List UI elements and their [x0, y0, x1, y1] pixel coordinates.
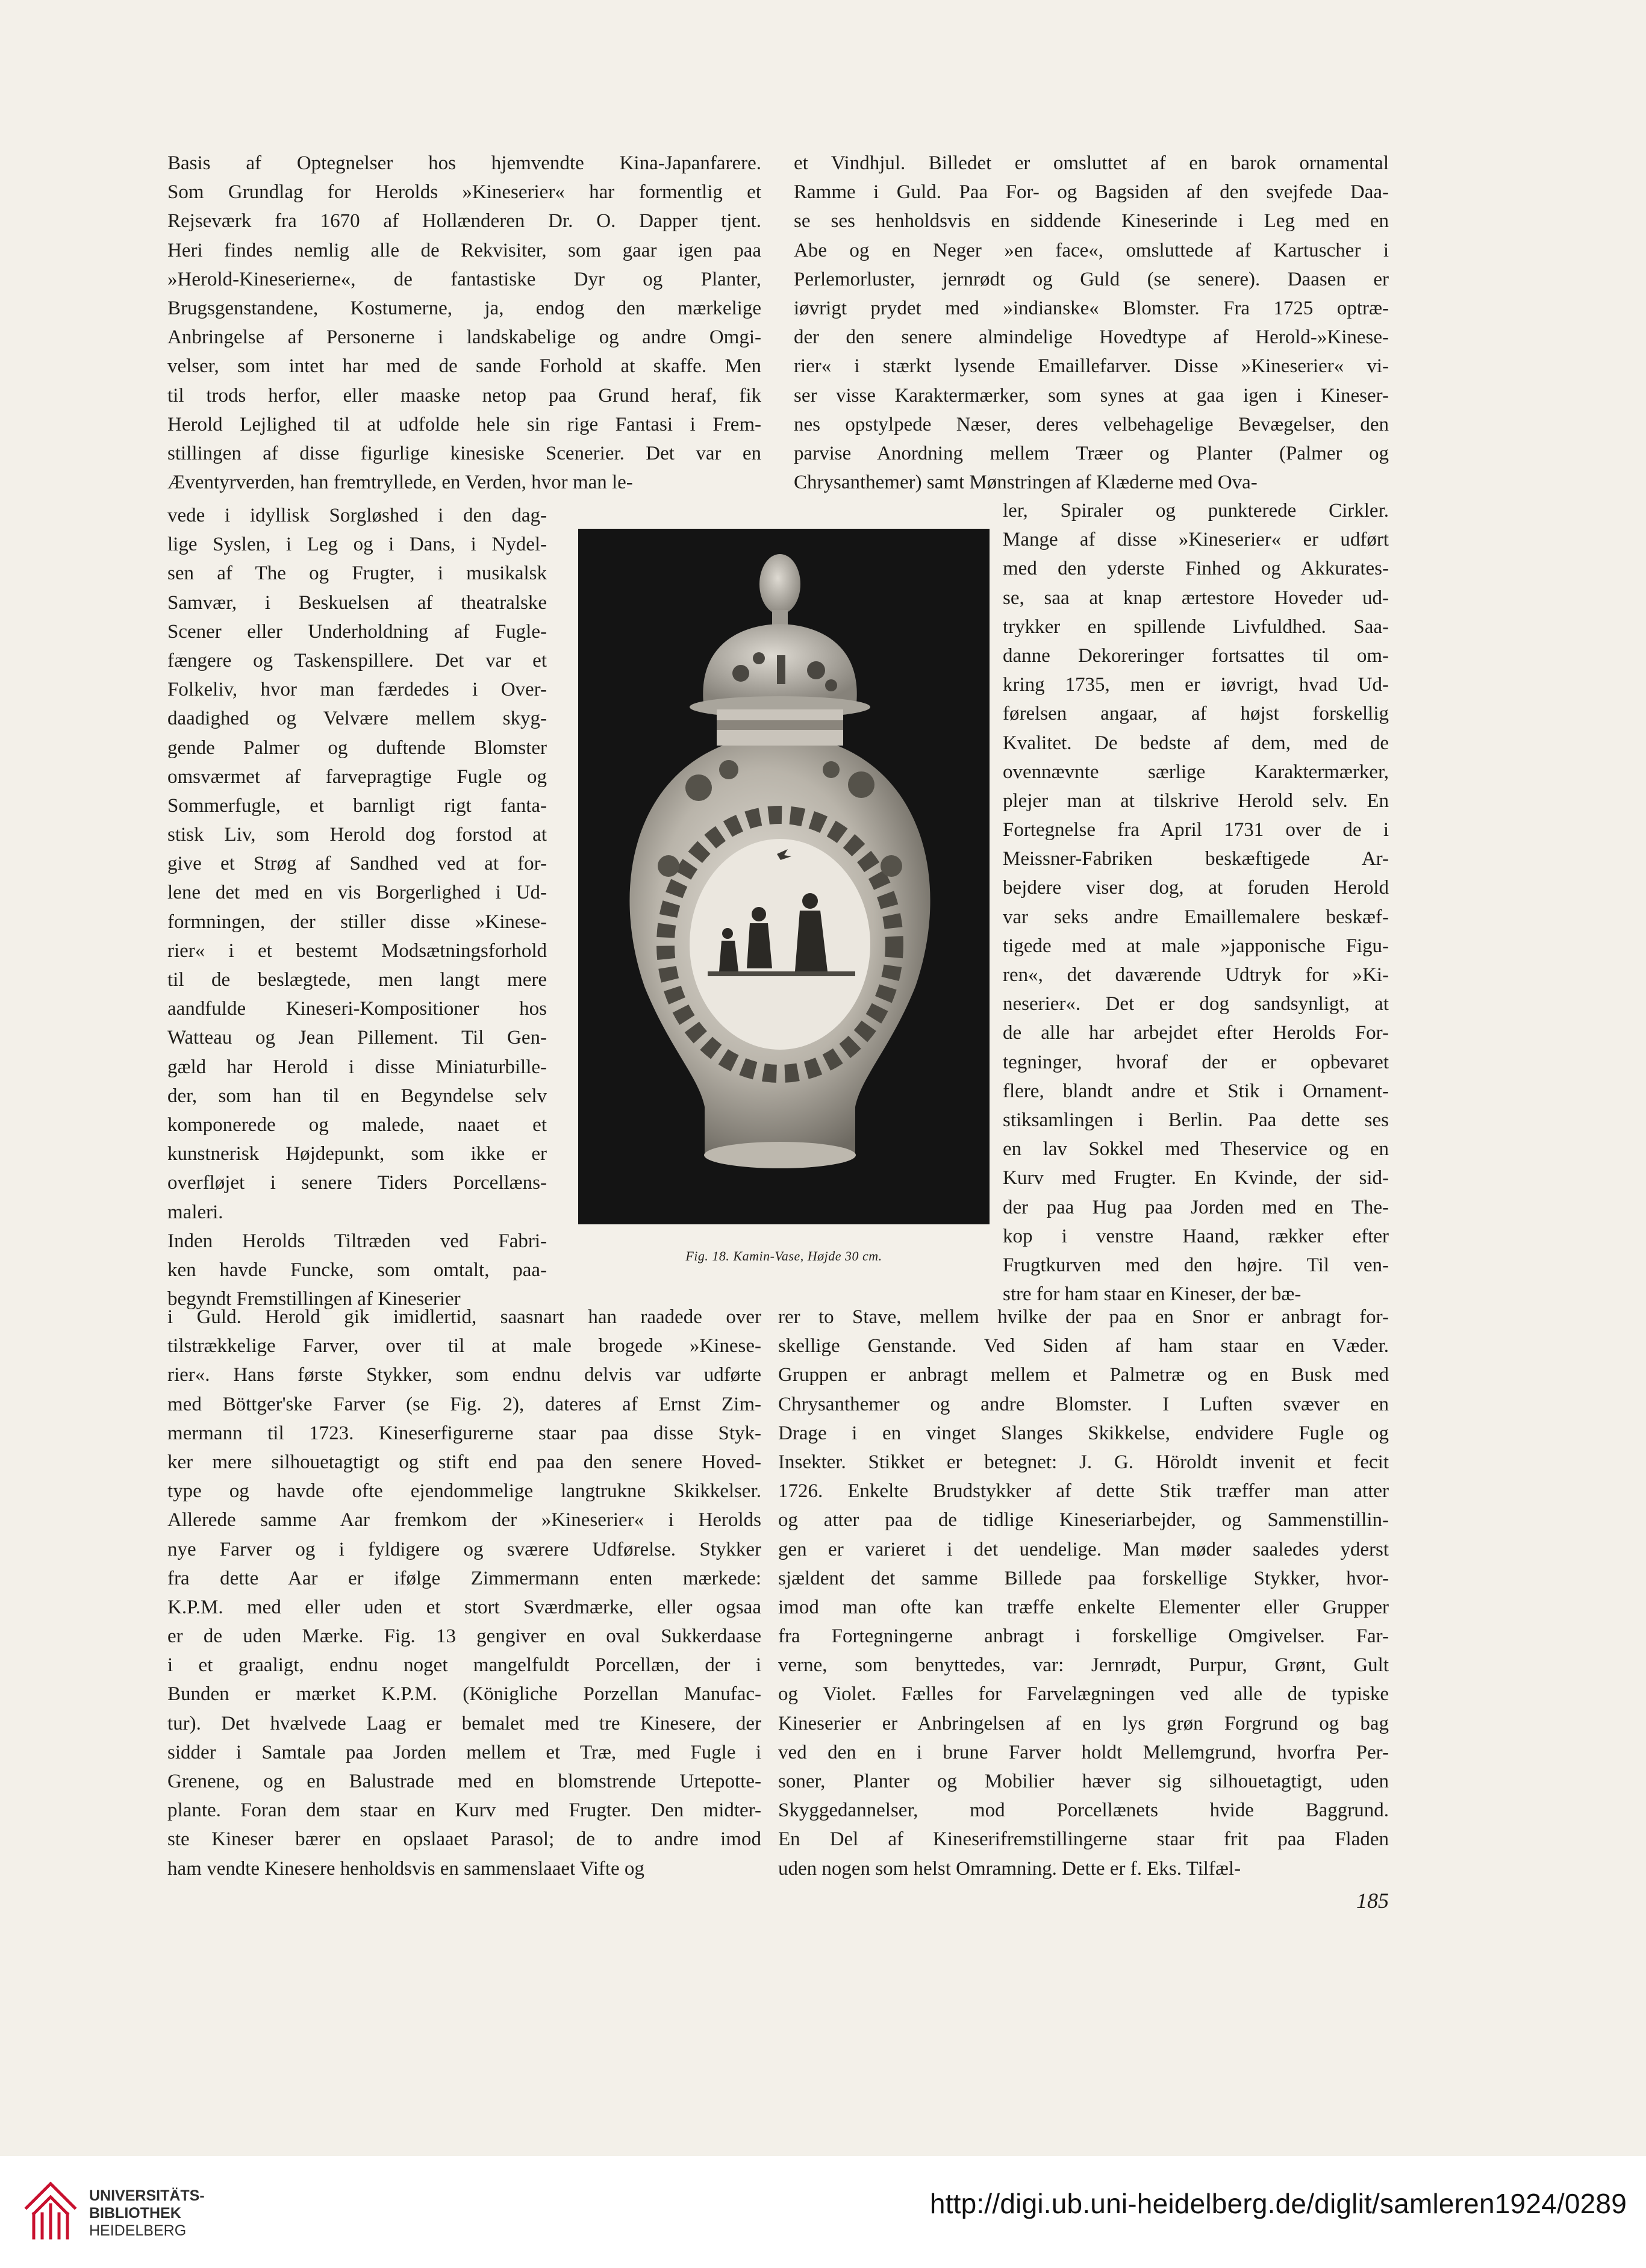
- text-line: uden nogen som helst Omramning. Dette er f. Eks. Tilfæl-: [778, 1857, 1241, 1880]
- text-line: ser visse Karaktermærker, som synes at gaa igen i Kineser-: [794, 384, 1389, 407]
- text-line: er de uden Mærke. Fig. 13 gengiver en oval Sukkerdaase: [167, 1625, 761, 1648]
- text-line: kunstnerisk Højdepunkt, som ikke er: [167, 1143, 547, 1165]
- text-line: give et Strøg af Sandhed ved at for-: [167, 853, 547, 875]
- text-line: stillingen af disse figurlige kinesiske Scenerier. Det var en: [167, 442, 761, 464]
- text-line: ste Kineser bærer en opslaaet Parasol; de to andre imod: [167, 1828, 761, 1851]
- text-line: tur). Det hvælvede Laag er bemalet med tre Kinesere, der: [167, 1712, 761, 1734]
- text-line: Meissner-Fabriken beskæftigede Ar-: [1003, 848, 1389, 870]
- text-line: gende Palmer og duftende Blomster: [167, 737, 547, 759]
- text-line: velser, som intet har med de sande Forhold at skaffe. Men: [167, 355, 761, 378]
- text-line: plejer man at tilskrive Herold selv. En: [1003, 790, 1389, 812]
- text-line: Brugsgenstandene, Kostumerne, ja, endog den mærkelige: [167, 297, 761, 319]
- text-line: stisk Liv, som Herold dog forstod at: [167, 824, 547, 846]
- text-line: ler, Spiraler og punkterede Cirkler.: [1003, 500, 1389, 522]
- text-line: der den senere almindelige Hovedtype af Herold-»Kinese-: [794, 326, 1389, 349]
- text-line: parvise Anordning mellem Træer og Planter (Palmer og: [794, 442, 1389, 464]
- text-line: Kurv med Frugter. En Kvinde, der sid-: [1003, 1167, 1389, 1189]
- text-line: i et graaligt, endnu noget mangelfuldt Porcellæn, der i: [167, 1654, 761, 1677]
- text-line: Rejseværk fra 1670 af Hollænderen Dr. O. Dapper tjent.: [167, 210, 761, 232]
- text-line: fængere og Taskenspillere. Det var et: [167, 649, 547, 671]
- text-line: Herold Lejlighed til at udfolde hele sin rige Fantasi i Frem-: [167, 413, 761, 435]
- text-line: tigede med at male »japponische Figu-: [1003, 935, 1389, 957]
- left-column-top-text: [167, 149, 761, 497]
- text-line: gæld har Herold i disse Miniaturbille-: [167, 1056, 547, 1078]
- text-line: Æventyrverden, han fremtryllede, en Verden, hvor man le-: [167, 472, 633, 494]
- text-line: bejdere viser dog, at foruden Herold: [1003, 877, 1389, 899]
- text-line: En Del af Kineserifremstillingerne staar frit paa Fladen: [778, 1828, 1389, 1851]
- text-line: Chrysanthemer og andre Blomster. I Luften svæver en: [778, 1393, 1389, 1415]
- text-line: Insekter. Stikket er betegnet: J. G. Höroldt invenit et fecit: [778, 1451, 1389, 1473]
- text-line: i Guld. Herold gik imidlertid, saasnart han raadede over: [167, 1306, 761, 1328]
- text-line: »Herold-Kineserierne«, de fantastiske Dyr og Planter,: [167, 268, 761, 290]
- text-line: Sommerfugle, et barnligt rigt fanta-: [167, 794, 547, 817]
- text-line: K.P.M. med eller uden et stort Sværdmærke, eller ogsaa: [167, 1596, 761, 1618]
- text-line: rer to Stave, mellem hvilke der paa en Snor er anbragt for-: [778, 1306, 1389, 1328]
- text-line: soner, Planter og Mobilier hæver sig silhouetagtigt, uden: [778, 1771, 1389, 1792]
- text-line: gen er varieret i det uendelige. Man møder saaledes yderst: [778, 1538, 1389, 1560]
- text-line: flere, blandt andre et Stik i Ornament-: [1003, 1080, 1389, 1102]
- text-line: tilstrækkelige Farver, over til at male brogede »Kinese-: [167, 1335, 761, 1357]
- text-line: iøvrigt prydet med »indianske« Blomster. Fra 1725 optræ-: [794, 297, 1389, 319]
- text-line: Grenene, og en Balustrade med en blomstrende Urtepotte-: [167, 1771, 761, 1792]
- text-line: Anbringelse af Personerne i landskabelige og andre Omgi-: [167, 326, 761, 349]
- text-line: type og havde ofte ejendommelige langtrukne Skikkelser.: [167, 1480, 761, 1503]
- figure-caption: Fig. 18. Kamin-Vase, Højde 30 cm.: [685, 1248, 882, 1263]
- text-line: lene det med en vis Borgerlighed i Ud-: [167, 882, 547, 904]
- text-line: Heri findes nemlig alle de Rekvisiter, som gaar igen paa: [167, 239, 761, 261]
- text-line: formningen, der stiller disse »Kinese-: [167, 911, 547, 933]
- text-line: med Böttger'ske Farver (se Fig. 2), dateres af Ernst Zim-: [167, 1393, 761, 1415]
- text-line: til trods herfor, eller maaske netop paa Grund heraf, fik: [167, 384, 761, 407]
- text-line: Inden Herolds Tiltræden ved Fabri-: [167, 1230, 547, 1252]
- text-line: skellige Genstande. Ved Siden af ham staar en Væder.: [778, 1335, 1389, 1357]
- source-url-link[interactable]: http://digi.ub.uni-heidelberg.de/diglit/samleren1924/0289: [929, 2188, 1627, 2219]
- text-line: Som Grundlag for Herolds »Kineserier« har formentlig et: [167, 181, 761, 204]
- text-line: der, som han til en Begyndelse selv: [167, 1085, 547, 1107]
- text-line: Mange af disse »Kineserier« er udført: [1003, 529, 1389, 551]
- library-name-line3: HEIDELBERG: [89, 2222, 187, 2239]
- text-line: begyndt Fremstillingen af Kineserier: [167, 1288, 461, 1310]
- text-line: Samvær, i Beskuelsen af theatralske: [167, 591, 547, 614]
- text-line: fra Fortegningerne anbragt i forskellige Omgivelser. Far-: [778, 1625, 1389, 1648]
- text-line: rier« i stærkt lysende Emaillefarver. Disse »Kineserier« vi-: [794, 355, 1389, 378]
- text-line: ovennævnte særlige Karaktermærker,: [1003, 761, 1389, 783]
- library-name-line1: UNIVERSITÄTS-: [89, 2187, 205, 2204]
- text-line: Scener eller Underholdning af Fugle-: [167, 620, 547, 643]
- text-line: kop i venstre Haand, rækker efter: [1003, 1225, 1389, 1247]
- library-name-line2: BIBLIOTHEK: [89, 2205, 181, 2222]
- text-line: stiksamlingen i Berlin. Paa dette ses: [1003, 1109, 1389, 1131]
- text-line: førelsen angaar, af højst forskellig: [1003, 703, 1389, 725]
- text-line: til de beslægtede, men langt mere: [167, 969, 547, 991]
- text-line: og Violet. Fælles for Farvelægningen ved alle de typiske: [778, 1683, 1389, 1706]
- text-line: Fortegnelse fra April 1731 over de i: [1003, 819, 1389, 841]
- text-line: omsværmet af farvepragtige Fugle og: [167, 765, 547, 788]
- left-column-wrapped-text: [167, 501, 547, 1313]
- text-line: sen af The og Frugter, i musikalsk: [167, 562, 547, 585]
- library-name: [89, 2187, 205, 2240]
- text-line: kring 1735, men er iøvrigt, hvad Ud-: [1003, 674, 1389, 696]
- text-line: nye Farver og i fyldigere og sværere Udførelse. Stykker: [167, 1538, 761, 1560]
- page-number: 185: [1356, 1889, 1389, 1913]
- text-line: se, saa at knap ærtestore Hoveder ud-: [1003, 587, 1389, 609]
- text-line: mermann til 1723. Kineserfigurerne staar paa disse Styk-: [167, 1422, 761, 1444]
- text-line: Frugtkurven med den højre. Til ven-: [1003, 1254, 1389, 1276]
- text-line: Basis af Optegnelser hos hjemvendte Kina-Japanfarere.: [167, 152, 761, 174]
- right-column-bottom-text: [778, 1303, 1389, 1883]
- text-line: tegninger, hvoraf der er opbevaret: [1003, 1051, 1389, 1073]
- text-line: lige Syslen, i Leg og i Dans, i Nydel-: [167, 534, 547, 556]
- text-line: sidder i Samtale paa Jorden mellem et Træ, med Fugle i: [167, 1741, 761, 1763]
- text-line: Perlemorluster, jernrødt og Guld (se senere). Daasen er: [794, 268, 1389, 290]
- text-line: 1726. Enkelte Brudstykker af dette Stik træffer man atter: [778, 1480, 1389, 1503]
- text-line: trykker en spillende Livfuldhed. Saa-: [1003, 615, 1389, 638]
- text-line: Skyggedannelser, mod Porcellænets hvide Baggrund.: [778, 1799, 1389, 1822]
- text-line: ved den en i brune Farver holdt Mellemgrund, hvorfra Per-: [778, 1741, 1389, 1763]
- text-line: overfløjet i senere Tiders Porcellæns-: [167, 1172, 547, 1194]
- text-line: Allerede samme Aar fremkom der »Kineserier« i Herolds: [167, 1509, 761, 1531]
- text-line: se ses henholdsvis en siddende Kineserinde i Leg med en: [794, 210, 1389, 232]
- text-line: ham vendte Kinesere henholdsvis en sammenslaaet Vifte og: [167, 1857, 644, 1880]
- text-line: komponerede og malede, naaet et: [167, 1114, 547, 1136]
- text-line: og atter paa de tidlige Kineseriarbejder, og Sammenstillin-: [778, 1509, 1389, 1531]
- text-line: ker mere silhouetagtigt og stift end paa den senere Hoved-: [167, 1451, 761, 1473]
- text-line: en lav Sokkel med Theservice og en: [1003, 1138, 1389, 1160]
- footer-bar: [0, 2156, 1646, 2268]
- left-column-bottom-text: [167, 1303, 761, 1883]
- text-line: et Vindhjul. Billedet er omsluttet af en barok ornamental: [794, 152, 1389, 174]
- text-line: Watteau og Jean Pillement. Til Gen-: [167, 1027, 547, 1049]
- text-line: imod man ofte kan træffe enkelte Elementer eller Grupper: [778, 1596, 1389, 1618]
- text-line: ren«, det daværende Udtryk for »Ki-: [1003, 964, 1389, 986]
- text-line: Drage i en vinget Slanges Skikkelse, endvidere Fugle og: [778, 1422, 1389, 1444]
- text-line: maleri.: [167, 1201, 223, 1223]
- text-line: der paa Hug paa Jorden med en The-: [1003, 1196, 1389, 1218]
- university-library-logo-icon[interactable]: [20, 2178, 81, 2247]
- text-line: neserier«. Det er dog sandsynligt, at: [1003, 993, 1389, 1015]
- text-line: Bunden er mærket K.P.M. (Königliche Porzellan Manufac-: [167, 1683, 761, 1706]
- text-line: rier« i et bestemt Modsætningsforhold: [167, 939, 547, 962]
- text-line: stre for ham staar en Kineser, der bæ-: [1003, 1283, 1302, 1306]
- text-line: vede i idyllisk Sorgløshed i den dag-: [167, 505, 547, 526]
- text-line: de alle har arbejdet efter Herolds For-: [1003, 1022, 1389, 1044]
- text-line: rier«. Hans første Stykker, som endnu delvis var udførte: [167, 1364, 761, 1386]
- text-line: plante. Foran dem staar en Kurv med Frugter. Den midter-: [167, 1799, 761, 1822]
- text-line: Kvalitet. De bedste af dem, med de: [1003, 732, 1389, 754]
- text-line: verne, som benyttedes, var: Jernrødt, Purpur, Grønt, Gult: [778, 1654, 1389, 1677]
- text-line: Abe og en Neger »en face«, omsluttede af Kartuscher i: [794, 239, 1389, 261]
- text-line: var seks andre Emaillemalere beskæf-: [1003, 906, 1389, 928]
- text-line: daadighed og Velvære mellem skyg-: [167, 708, 547, 730]
- right-column-wrapped-text: [1003, 496, 1389, 1309]
- text-line: Ramme i Guld. Paa For- og Bagsiden af den svejfede Daa-: [794, 181, 1389, 204]
- right-column-top-text: [794, 149, 1389, 497]
- text-line: nes opstylpede Næser, deres velbehagelige Bevægelser, den: [794, 413, 1389, 435]
- text-line: Gruppen er anbragt mellem et Palmetræ og en Busk med: [778, 1364, 1389, 1386]
- text-line: med den yderste Finhed og Akkurates-: [1003, 558, 1389, 580]
- text-line: aandfulde Kineseri-Kompositioner hos: [167, 998, 547, 1020]
- text-line: sjældent det samme Billede paa forskellige Stykker, hvor-: [778, 1567, 1389, 1589]
- text-line: fra dette Aar er ifølge Zimmermann enten mærkede:: [167, 1567, 761, 1589]
- text-line: Folkeliv, hvor man færdedes i Over-: [167, 679, 547, 701]
- text-line: Chrysanthemer) samt Mønstringen af Klæderne med Ova-: [794, 472, 1258, 494]
- text-line: ken havde Funcke, som omtalt, paa-: [167, 1259, 547, 1281]
- vase-photograph: [578, 529, 990, 1224]
- text-line: Kineserier er Anbringelsen af en lys grøn Forgrund og bag: [778, 1712, 1389, 1734]
- text-line: danne Dekoreringer fortsattes til om-: [1003, 644, 1389, 667]
